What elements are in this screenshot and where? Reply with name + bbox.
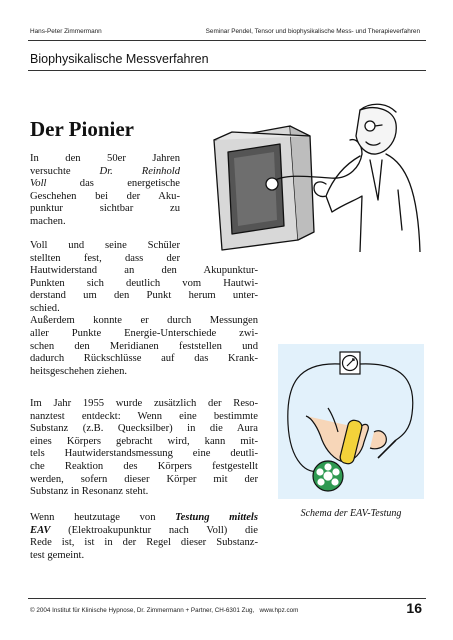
text-line: dadurch Rückschlüsse auf das Krank-	[30, 353, 258, 365]
text-line: Substanz (z.B. Quecksilber) in die Aura	[30, 423, 258, 435]
footer-copyright: © 2004 Institut für Klinische Hypnose, Dr. Zimmermann + Partner, CH-6301 Zug,	[30, 607, 255, 614]
header-rule	[28, 40, 426, 41]
text-line: punktur sichtbar zu	[30, 203, 180, 215]
emphasis: Testung mittels	[175, 512, 258, 523]
text-fragment: versuchte	[30, 165, 71, 177]
text-line: aller Punkte Energie-Unterschiede zwi-	[30, 327, 258, 339]
text-line: heitsgeschehen ziehen.	[30, 365, 128, 377]
paragraph-pioneer	[30, 153, 180, 229]
header-author: Hans-Peter Zimmermann	[30, 28, 102, 35]
text-fragment: (Elektroakupunktur nach Voll) die	[68, 524, 258, 536]
text-line	[30, 512, 258, 525]
text-line: stellten fest, dass der	[30, 252, 180, 264]
page-title: Der Pionier	[30, 117, 134, 141]
text-line: Punkten sich deutlich vom Hautwi-	[30, 277, 258, 289]
person-name: Dr. Reinhold	[99, 165, 180, 177]
text-line: machen.	[30, 215, 66, 227]
page-number: 16	[406, 600, 422, 616]
section-title: Biophysikalische Messverfahren	[30, 52, 209, 66]
text-line: Außerdem konnte er durch Messungen	[30, 315, 258, 327]
header-seminar: Seminar Pendel, Tensor und biophysikalische Mess- und Therapieverfahren	[205, 28, 420, 35]
text-line: Voll und seine Schüler	[30, 240, 180, 251]
paragraph-resonance-test	[30, 398, 258, 499]
footer-text	[30, 607, 298, 614]
text-line: werden, sofern dieser Körper mit der	[30, 473, 258, 485]
text-fragment: das energetische	[79, 178, 180, 190]
text-line: che Reaktion des Körpers festgestellt	[30, 460, 258, 472]
text-fragment: Wenn heutzutage von	[30, 512, 156, 523]
paragraph-skin-resistance-wide	[30, 265, 258, 378]
text-line: schied.	[30, 302, 60, 314]
footer-url[interactable]: www.hpz.com	[259, 607, 299, 614]
text-line: test gemeint.	[30, 549, 85, 561]
text-line: tels Hautwiderstandsmessung eine deutli-	[30, 448, 258, 460]
text-line: derstand um den Punkt herum unter-	[30, 290, 258, 302]
text-line: Hautwiderstand an den Akupunktur-	[30, 265, 258, 276]
text-line: Im Jahr 1955 wurde zusätzlich der Reso-	[30, 398, 258, 409]
footer-rule	[28, 598, 426, 599]
pioneer-illustration	[210, 100, 424, 252]
person-name-surname: Voll	[30, 178, 47, 190]
text-line: nanztest entdeckt: Wenn eine bestimmte	[30, 410, 258, 422]
text-line	[30, 166, 180, 179]
schema-caption: Schema der EAV-Testung	[300, 508, 402, 519]
text-line: schen den Meridianen feststellen und	[30, 340, 258, 352]
page	[28, 22, 426, 620]
text-line	[30, 525, 258, 538]
text-line: In den 50er Jahren	[30, 153, 180, 164]
text-line: eines Körpers gebracht wird, kann mit-	[30, 435, 258, 447]
section-rule	[28, 70, 426, 71]
text-line: Geschehen bei der Aku-	[30, 190, 180, 202]
text-line	[30, 178, 180, 191]
text-line: Rede ist, ist in der Regel dieser Substanz-	[30, 537, 258, 549]
eav-schema-diagram	[278, 344, 424, 499]
paragraph-skin-resistance	[30, 240, 180, 265]
text-line: Substanz in Resonanz steht.	[30, 486, 149, 498]
paragraph-eav-today	[30, 512, 258, 562]
emphasis: EAV	[30, 524, 51, 536]
